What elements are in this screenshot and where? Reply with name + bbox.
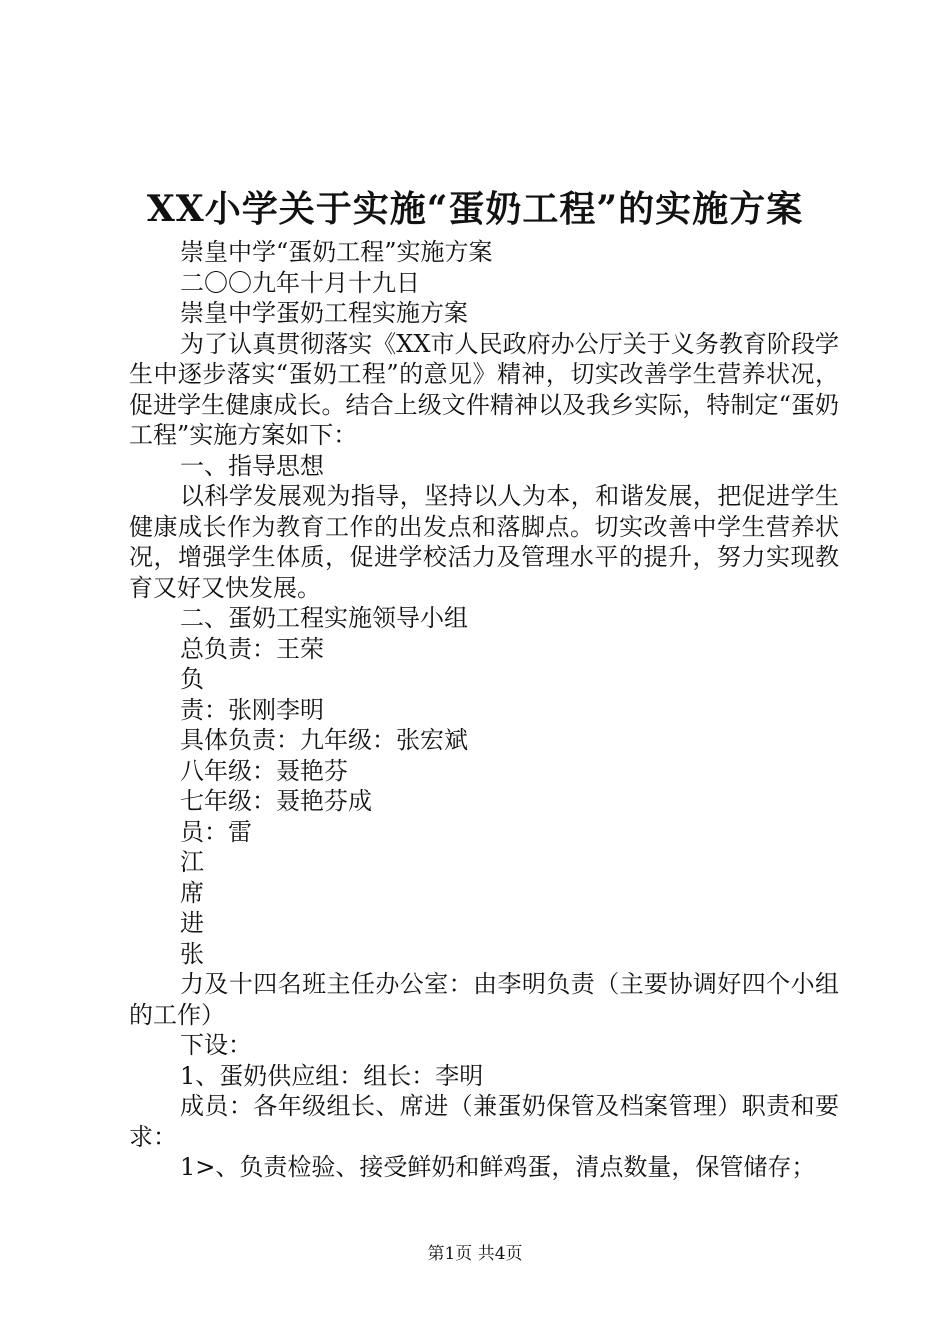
paragraph: 总负责：王荣 [180,634,324,663]
paragraph: 具体负责：九年级：张宏斌 [180,726,468,754]
paragraph: 以科学发展观为指导，坚持以人为本，和谐发展，把促进学生健康成长作为教育工作的出发点和落脚点。切实改善中学生营养状况，增强学生体质，促进学校活力及管理水平的提升，努力实现教育又好又快发展。 [129,482,839,602]
paragraph: 1>、负责检验、接受鲜奶和鲜鸡蛋，清点数量，保管储存； [180,1153,816,1181]
paragraph: 负 [180,665,204,693]
document-body [129,237,839,1183]
paragraph: 成员：各年级组长、席进（兼蛋奶保管及档案管理）职责和要求： [129,1092,839,1151]
paragraph: 崇皇中学“蛋奶工程”实施方案 [180,238,493,266]
paragraph: 席 [180,878,204,907]
paragraph: 力及十四名班主任办公室：由李明负责（主要协调好四个小组的工作） [129,970,839,1029]
paragraph: 员：雷 [180,817,252,846]
paragraph: 八年级：聂艳芬 [180,756,348,785]
paragraph: 进 [180,909,204,937]
section-heading: 一、指导思想 [180,451,324,480]
paragraph: 下设： [180,1031,252,1059]
paragraph: 张 [180,939,204,968]
paragraph: 江 [180,848,204,876]
paragraph: 1、蛋奶供应组：组长：李明 [180,1061,484,1090]
section-heading: 二、蛋奶工程实施领导小组 [180,604,468,632]
paragraph: 责：张刚李明 [180,695,324,724]
paragraph: 二〇〇九年十月十九日 [180,268,420,297]
paragraph: 七年级：聂艳芬成 [180,787,372,815]
page-footer: 第1页 共4页 [427,1244,523,1264]
document-title: XX小学关于实施“蛋奶工程”的实施方案 [146,188,804,230]
paragraph: 崇皇中学蛋奶工程实施方案 [180,299,468,327]
paragraph: 为了认真贯彻落实《XX市人民政府办公厅关于义务教育阶段学生中逐步落实“蛋奶工程”的意见》精神，切实改善学生营养状况，促进学生健康成长。结合上级文件精神以及我乡实际，特制定“蛋奶工程”实施方案如下： [129,329,839,449]
